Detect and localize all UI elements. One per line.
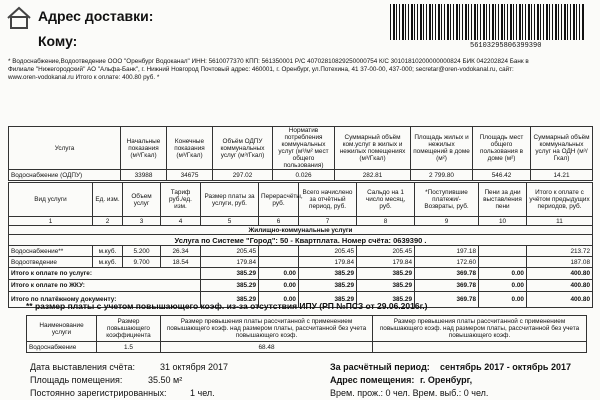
accrued: 179.84 — [299, 257, 357, 268]
total-cell: 385.29 — [201, 292, 259, 308]
recalc — [259, 246, 299, 257]
total-cell: 0.00 — [479, 292, 527, 308]
column-number: 2 — [93, 217, 123, 226]
house-icon — [6, 6, 32, 30]
summary-data-row — [9, 170, 593, 181]
volume: 5.200 — [123, 246, 161, 257]
charges-header-cell: *Поступившие платежи/-Возвраты, руб. — [415, 183, 479, 217]
column-number: 9 — [415, 217, 479, 226]
total-cell: 385.29 — [201, 268, 259, 280]
total-due: 187.08 — [527, 257, 593, 268]
barcode-number: 56103295806399390 — [470, 42, 542, 50]
total-housing-label: Итого к оплате по ЖКУ: — [9, 280, 201, 292]
total-cell: 385.29 — [299, 292, 357, 308]
summary-header-cell: Объём ОДПУ коммунальных услуг (м³/Гкал) — [213, 127, 273, 170]
column-number: 3 — [123, 217, 161, 226]
table-row — [9, 246, 593, 257]
total-cell: 385.29 — [299, 280, 357, 292]
balance: 179.84 — [357, 257, 415, 268]
fee: 179.84 — [201, 257, 259, 268]
column-number: 7 — [299, 217, 357, 226]
charges-table — [8, 182, 593, 308]
total-cell: 385.29 — [299, 268, 357, 280]
area-value: 35.50 м² — [148, 375, 183, 385]
coef-cell: Водоснабжение — [27, 342, 97, 353]
penalty — [479, 246, 527, 257]
charges-header-cell: Ед. изм. — [93, 183, 123, 217]
summary-header-cell: Норматив потребления коммунальных услуг (м³/м² мест общего пользования) — [273, 127, 335, 170]
header — [0, 0, 600, 60]
total-cell: 0.00 — [259, 280, 299, 292]
coef-cell: 1.5 — [97, 342, 161, 353]
coef-header-cell: Наименование услуги — [27, 316, 97, 342]
barcode — [390, 4, 584, 40]
premises-address-value: г. Оренбург, — [420, 375, 473, 385]
charges-header-cell: Размер платы за услуги, руб. — [201, 183, 259, 217]
registered-value: 1 чел. — [190, 388, 215, 398]
organization-details — [8, 58, 592, 83]
coefficient-header-row — [27, 316, 587, 342]
summary-header-cell: Начальные показания (м³/Гкал) — [121, 127, 167, 170]
column-number: 1 — [9, 217, 93, 226]
column-number: 5 — [201, 217, 259, 226]
summary-cell: 2 799.80 — [411, 170, 473, 181]
coefficient-table — [26, 315, 587, 353]
issue-date-value: 31 октября 2017 — [160, 362, 229, 372]
service-name: Водоснабжение** — [9, 246, 93, 257]
column-number: 11 — [527, 217, 593, 226]
accrued: 205.45 — [299, 246, 357, 257]
total-service-row — [9, 268, 593, 280]
total-cell: 385.29 — [357, 280, 415, 292]
summary-cell: Водоснабжение (ОДПУ) — [9, 170, 121, 181]
summary-cell: 297.02 — [213, 170, 273, 181]
unit: м.куб. — [93, 246, 123, 257]
charges-header-cell: Сальдо на 1 число месяц, руб. — [357, 183, 415, 217]
summary-header-cell: Суммарный объём коммунальных услуг на ОДН (м³/Гкал) — [531, 127, 593, 170]
tariff: 18.54 — [161, 257, 201, 268]
footer — [0, 362, 600, 400]
table-row — [9, 257, 593, 268]
section-title-row — [9, 226, 593, 235]
total-due: 213.72 — [527, 246, 593, 257]
org-line-1: * Водоснабжение,Водоотведение ООО "Оренбург Водоканал" ИНН: 5610077370 КПП: 561350001 Р/С 40702810829250000754 К/С 30101810200000000824 БИК 042202824 Банк в — [8, 58, 529, 65]
total-cell: 369.78 — [415, 268, 479, 280]
total-cell: 400.80 — [527, 268, 593, 280]
charges-header-cell: Вид услуги — [9, 183, 93, 217]
summary-cell: 546.42 — [473, 170, 531, 181]
total-cell: 0.00 — [259, 268, 299, 280]
total-cell: 400.80 — [527, 292, 593, 308]
volume: 9.700 — [123, 257, 161, 268]
summary-header-cell: Площадь жилых и нежилых помещений в доме (м²) — [411, 127, 473, 170]
recalc — [259, 257, 299, 268]
total-housing-row — [9, 280, 593, 292]
delivery-address-label: Адрес доставки: — [38, 8, 154, 24]
summary-cell: 282.81 — [335, 170, 411, 181]
recipient-label: Кому: — [38, 33, 78, 49]
charges-header-cell: Перерасчёты, руб. — [259, 183, 299, 217]
summary-header-cell: Конечные показания (м³/Гкал) — [167, 127, 213, 170]
coefficient-data-row — [27, 342, 587, 353]
total-document-label: Итого по платёжному документу: — [9, 292, 201, 308]
total-cell: 385.29 — [357, 292, 415, 308]
tariff: 26.34 — [161, 246, 201, 257]
total-cell: 0.00 — [479, 280, 527, 292]
charges-header-cell: Тариф руб./ед. изм. — [161, 183, 201, 217]
column-number: 6 — [259, 217, 299, 226]
coef-cell: 68.48 — [161, 342, 373, 353]
registered-label: Постоянно зарегистрированных: — [30, 388, 167, 398]
payments: 172.60 — [415, 257, 479, 268]
issue-date-label: Дата выставления счёта: — [30, 362, 136, 372]
period-value: сентябрь 2017 - октябрь 2017 — [440, 362, 571, 372]
charges-header-cell: Итого к оплате с учётом предыдущих периодов, руб. — [527, 183, 593, 217]
summary-header-row — [9, 127, 593, 170]
column-number: 8 — [357, 217, 415, 226]
group-title: Услуга по Системе "Город": 50 - Квартплата. Номер счёта: 0639390 . — [9, 235, 593, 246]
total-cell: 385.29 — [357, 268, 415, 280]
coef-header-cell: Размер превышения платы рассчитанной с применением повышающего коэф. над размером платы, рассчитанной без учета повышающего коэф. — [161, 316, 373, 342]
column-number: 4 — [161, 217, 201, 226]
fee: 205.45 — [201, 246, 259, 257]
total-cell: 0.00 — [479, 268, 527, 280]
period-label: За расчётный период: — [330, 362, 430, 372]
charges-header-row — [9, 183, 593, 217]
temporary-residents: Врем. прож.: 0 чел. Врем. выб.: 0 чел. — [330, 388, 489, 398]
summary-header-cell: Суммарный объём ком.услуг в жилых и нежилых помещениях (м³/Гкал) — [335, 127, 411, 170]
total-cell: 385.29 — [201, 280, 259, 292]
coef-header-cell: Размер повышающего коэффициента — [97, 316, 161, 342]
unit: м.куб. — [93, 257, 123, 268]
charges-header-cell: Пени за дни выставления пени — [479, 183, 527, 217]
charges-header-cell: Объем услуг — [123, 183, 161, 217]
coef-header-cell: Размер превышения платы рассчитанной с применением повышающего коэф. над размером платы, рассчитанной без учета повышающего коэф. — [373, 316, 587, 342]
penalty — [479, 257, 527, 268]
org-line-3: www.oren-vodokanal.ru Итого к оплате: 400.80 руб. * — [8, 74, 160, 82]
payments: 197.18 — [415, 246, 479, 257]
summary-cell: 33988 — [121, 170, 167, 181]
charges-header-cell: Всего начислено за отчётный период, руб. — [299, 183, 357, 217]
group-title-row — [9, 235, 593, 246]
coef-cell — [373, 342, 587, 353]
total-cell: 369.78 — [415, 280, 479, 292]
total-cell: 0.00 — [259, 292, 299, 308]
column-number: 10 — [479, 217, 527, 226]
coefficient-note: ** размер платы с учетом повышающего коэф. из-за отсутствия ИПУ (РП №ПСЗ от 29.06.2016г.) — [26, 301, 428, 311]
odpu-summary-table — [8, 126, 593, 181]
balance: 205.45 — [357, 246, 415, 257]
premises-address-label: Адрес помещения: — [330, 375, 415, 385]
summary-header-cell: Площадь мест общего пользования в доме (м²) — [473, 127, 531, 170]
summary-header-cell: Услуга — [9, 127, 121, 170]
total-cell: 369.78 — [415, 292, 479, 308]
total-cell: 400.80 — [527, 280, 593, 292]
service-name: Водоотведение — [9, 257, 93, 268]
summary-cell: 34675 — [167, 170, 213, 181]
column-number-row — [9, 217, 593, 226]
area-label: Площадь помещения: — [30, 375, 123, 385]
org-line-2: Филиале "Нижегородский" АО "Альфа-Банк", г. Нижний Новгород Почтовый адрес: 460001, г. Оренбург, ул.Потехина, 41 37-00-00, 437-000; secretar@oren-vodokanal.ru, сайт: — [8, 66, 514, 74]
summary-cell: 14.21 — [531, 170, 593, 181]
total-service-label: Итого к оплате по услуге: — [9, 268, 201, 280]
section-title: Жилищно-коммунальные услуги — [9, 226, 593, 235]
summary-cell: 0.026 — [273, 170, 335, 181]
